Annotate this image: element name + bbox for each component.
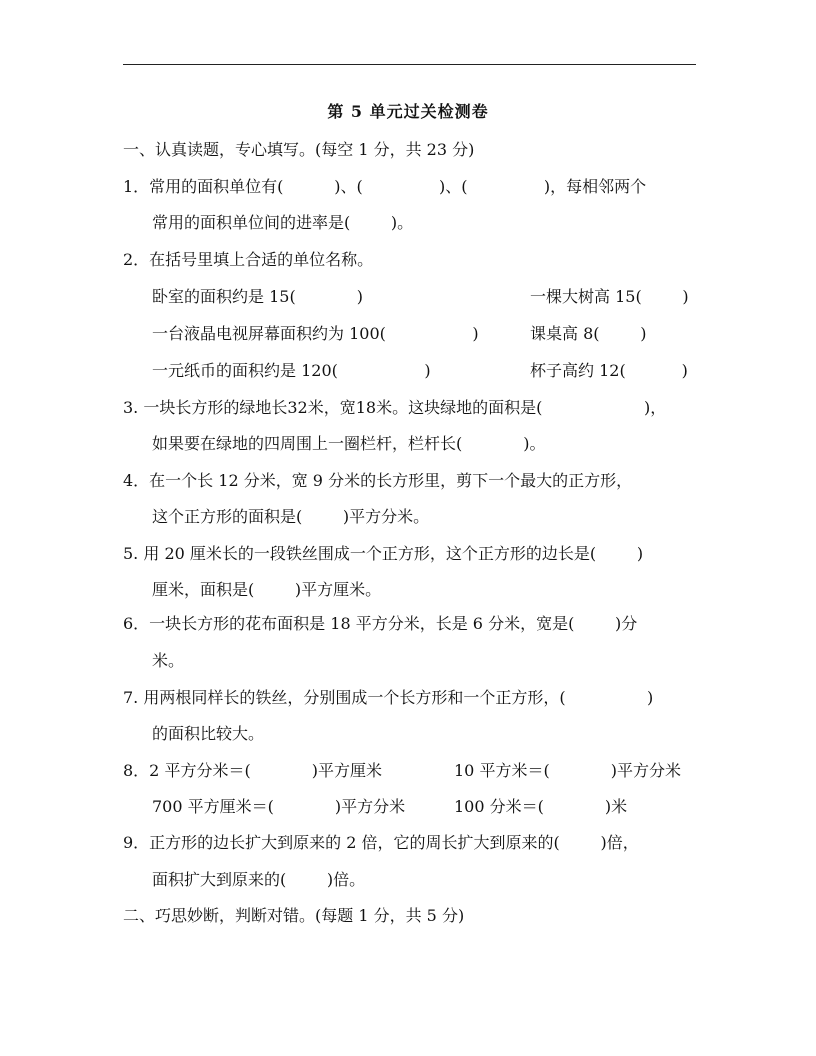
question-8-item-2: 10 平方米＝( )平方分米 bbox=[454, 761, 681, 780]
question-6-line-2: 米。 bbox=[152, 651, 185, 670]
question-2-item-tv: 一台液晶电视屏幕面积约为 100( ) bbox=[152, 324, 479, 343]
question-2-item-banknote: 一元纸币的面积约是 120( ) bbox=[152, 361, 431, 380]
question-2-item-tree: 一棵大树高 15( ) bbox=[530, 287, 689, 306]
question-6-line-1: 6．一块长方形的花布面积是 18 平方分米，长是 6 分米，宽是( )分 bbox=[123, 614, 638, 633]
question-2-item-cup: 杯子高约 12( ) bbox=[530, 361, 688, 380]
question-8-item-3: 700 平方厘米＝( )平方分米 bbox=[152, 797, 406, 816]
section-1-heading: 一、认真读题，专心填写。(每空 1 分，共 23 分) bbox=[123, 140, 475, 159]
question-2-heading: 2．在括号里填上合适的单位名称。 bbox=[123, 250, 374, 269]
question-7-line-2: 的面积比较大。 bbox=[152, 724, 265, 743]
question-9-line-2: 面积扩大到原来的( )倍。 bbox=[152, 870, 366, 889]
question-4-line-1: 4．在一个长 12 分米，宽 9 分米的长方形里，剪下一个最大的正方形， bbox=[123, 471, 633, 490]
question-8-item-4: 100 分米＝( )米 bbox=[454, 797, 628, 816]
page-title: 第 5 单元过关检测卷 bbox=[327, 102, 489, 121]
question-3-line-1: 3. 一块长方形的绿地长32米，宽18米。这块绿地的面积是( )， bbox=[123, 398, 667, 417]
question-4-line-2: 这个正方形的面积是( )平方分米。 bbox=[152, 507, 430, 526]
header-rule bbox=[123, 64, 696, 65]
question-5-line-2: 厘米，面积是( )平方厘米。 bbox=[152, 580, 382, 599]
question-7-line-1: 7. 用两根同样长的铁丝，分别围成一个长方形和一个正方形，( ) bbox=[123, 688, 654, 707]
question-3-line-2: 如果要在绿地的四周围上一圈栏杆，栏杆长( )。 bbox=[152, 434, 546, 453]
question-1-line-2: 常用的面积单位间的进率是( )。 bbox=[152, 213, 414, 232]
question-9-line-1: 9．正方形的边长扩大到原来的 2 倍，它的周长扩大到原来的( )倍， bbox=[123, 833, 639, 852]
question-1-line-1: 1．常用的面积单位有( )、( )、( )，每相邻两个 bbox=[123, 177, 647, 196]
section-2-heading: 二、巧思妙断，判断对错。(每题 1 分，共 5 分) bbox=[123, 906, 465, 925]
question-8-item-1: 8．2 平方分米＝( )平方厘米 bbox=[123, 761, 382, 780]
question-5-line-1: 5. 用 20 厘米长的一段铁丝围成一个正方形，这个正方形的边长是( ) bbox=[123, 544, 644, 563]
question-2-item-desk: 课桌高 8( ) bbox=[530, 324, 647, 343]
question-2-item-bedroom: 卧室的面积约是 15( ) bbox=[152, 287, 363, 306]
